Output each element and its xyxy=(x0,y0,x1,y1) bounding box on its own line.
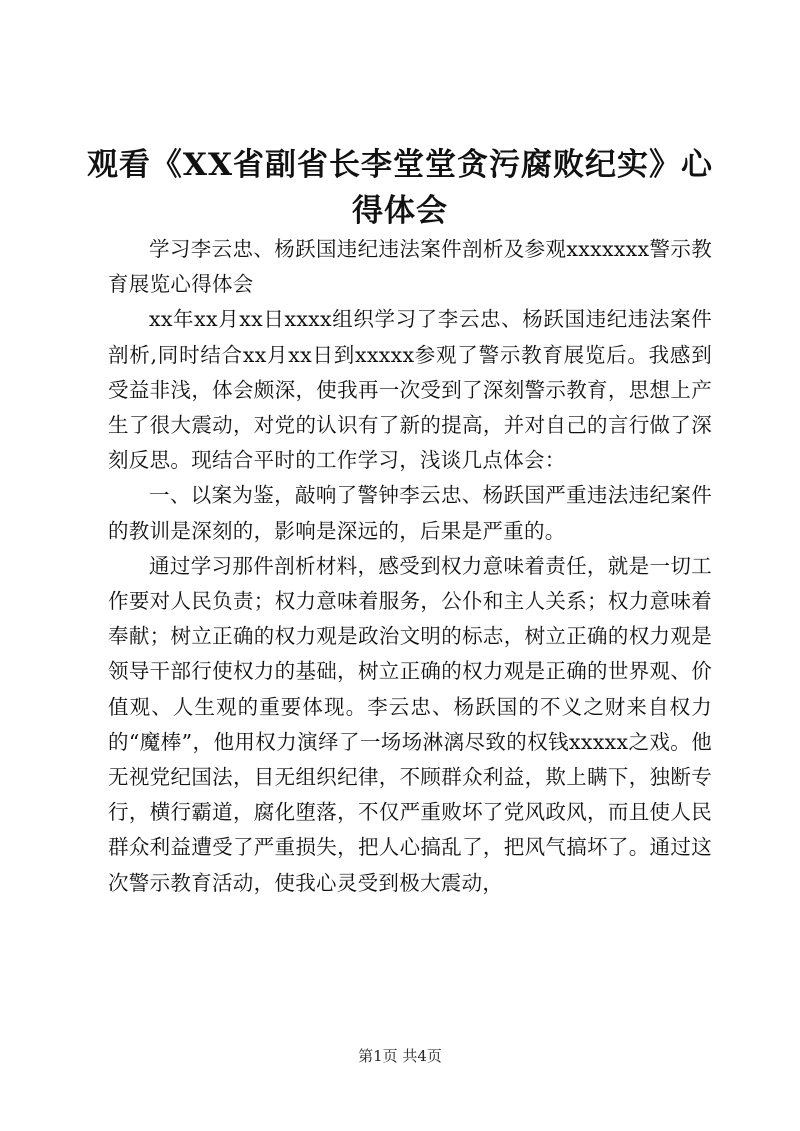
paragraph-subtitle: 学习李云忠、杨跃国违纪违法案件剖析及参观xxxxxxx警示教育展览心得体会 xyxy=(108,237,712,297)
document-body xyxy=(108,232,712,901)
paragraph-intro: xx年xx月xx日xxxx组织学习了李云忠、杨跃国违纪违法案件剖析,同时结合xx月xx日到xxxxx参观了警示教育展览后。我感到受益非浅，体会颇深，使我再一次受到了深刻警示教育，思想上产生了很大震动，对党的认识有了新的提高，并对自己的言行做了深刻反思。现结合平时的工作学习，浅谈几点体会： xyxy=(108,307,712,473)
paragraph-reflection: 通过学习那件剖析材料，感受到权力意味着责任，就是一切工作要对人民负责；权力意味着服务，公仆和主人关系；权力意味着奉献；树立正确的权力观是政治文明的标志，树立正确的权力观是领导干部行使权力的基础，树立正确的权力观是正确的世界观、价值观、人生观的重要体现。李云忠、杨跃国的不义之财来自权力的“魔棒”，他用权力演绎了一场场淋漓尽致的权钱xxxxx之戏。他无视党纪国法，目无组织纪律，不顾群众利益，欺上瞒下，独断专行，横行霸道，腐化堕落，不仅严重败坏了党风政风，而且使人民群众利益遭受了严重损失，把人心搞乱了，把风气搞坏了。通过这次警示教育活动，使我心灵受到极大震动， xyxy=(108,553,712,895)
paragraph-section-one: 一、以案为鉴，敲响了警钟李云忠、杨跃国严重违法违纪案件的教训是深刻的，影响是深远的，后果是严重的。 xyxy=(108,483,712,543)
document-title: 观看《XX省副省长李堂堂贪污腐败纪实》心得体会 xyxy=(86,147,714,229)
page-number-footer: 第1页 共4页 xyxy=(358,1047,442,1065)
